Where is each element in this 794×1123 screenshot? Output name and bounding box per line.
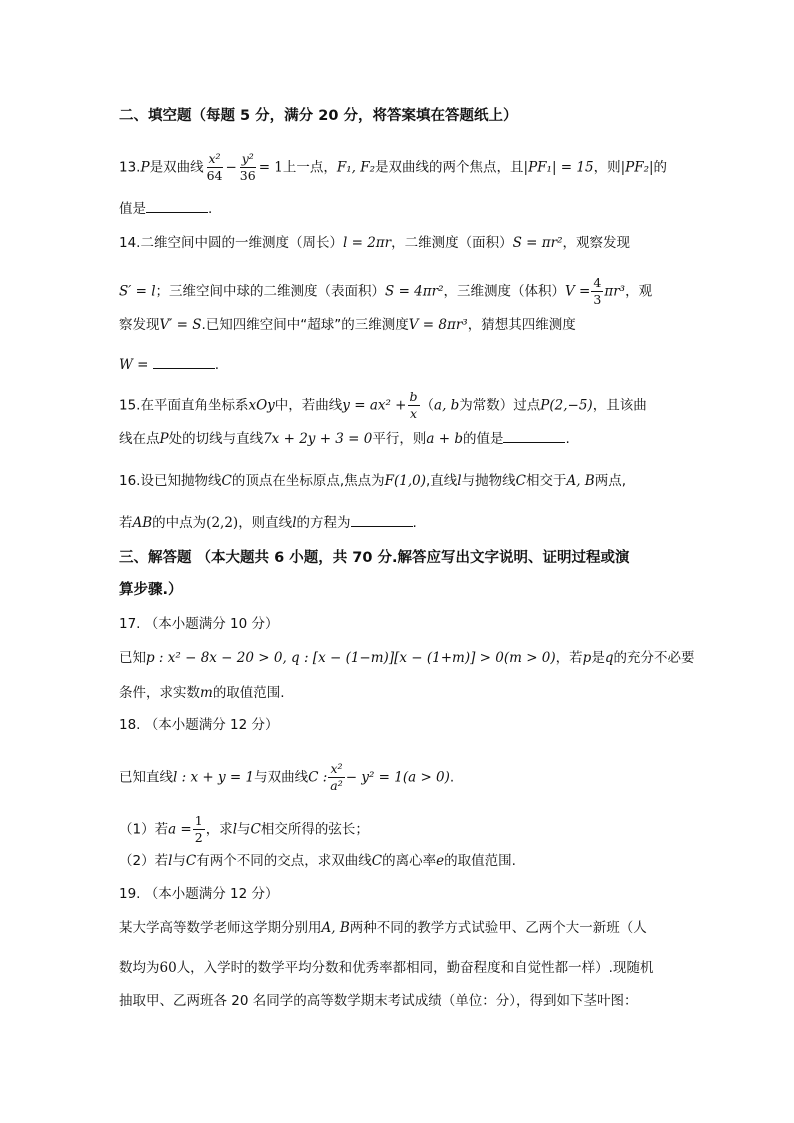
question-14-line-1 xyxy=(119,233,630,253)
answer-blank[interactable] xyxy=(153,354,215,369)
q17-text: 已知 xyxy=(119,650,146,666)
q16-text: 两点, xyxy=(594,473,627,489)
question-14-line-2 xyxy=(119,275,652,308)
q16-text: 的中点为 xyxy=(152,515,207,531)
period: . xyxy=(565,431,570,447)
question-14-line-3 xyxy=(119,315,576,335)
question-19-line-2 xyxy=(119,958,653,978)
q14-text: ，二维测度（面积） xyxy=(391,235,513,251)
fraction-x2-64: $\frac{\text{x²}}{64}$ xyxy=(206,151,223,183)
q13-text: 的 xyxy=(653,159,668,176)
q13-text: 是双曲线的两个焦点，且 xyxy=(375,159,524,176)
q13-text: 13. xyxy=(119,159,141,176)
q15-text: 中，若曲线 xyxy=(274,397,343,414)
question-15-line-1 xyxy=(119,389,647,422)
math-line-l: l : x + y = 1 xyxy=(173,769,255,786)
math-l: l xyxy=(232,821,238,838)
q18-text: 与双曲线 xyxy=(254,769,309,786)
math-C: C xyxy=(250,821,261,838)
math-V-rhs: πr³ xyxy=(604,283,626,300)
q18-text: 与 xyxy=(172,853,186,869)
section-3-heading: 三、解答题 （本大题共 6 小题，共 70 分.解答应写出文字说明、证明过程或演 xyxy=(119,550,630,566)
q15-text: ，且该曲 xyxy=(592,397,647,414)
q19-text: 某大学高等数学老师这学期分别用 xyxy=(119,920,322,936)
math-S-eq: S = πr² xyxy=(512,235,563,251)
q17-text: 条件，求实数 xyxy=(119,685,200,701)
math-V8-eq: V = 8πr³ xyxy=(408,317,468,333)
q14-text: 14.二维空间中圆的一维测度（周长） xyxy=(119,235,343,251)
question-13-line-1: 13.P是双曲线 $\frac{\text{x²}}{64}$ − $\frac{\text{y²}}{36}$ = 1上一点，F₁, F₂是双曲线的两个焦点，且|PF₁| = 15，则|PF₂|的 xyxy=(119,151,668,183)
question-17-line-1 xyxy=(119,648,694,668)
math-P: P xyxy=(159,431,169,447)
math-a-plus-b: a + b xyxy=(426,431,463,447)
q19-text: 两种不同的教学方式试验甲、乙两个大一新班（人 xyxy=(349,920,647,936)
period: . xyxy=(208,201,213,217)
math-Sprime-eq: S′ = l xyxy=(119,283,156,300)
math-l: l xyxy=(457,473,462,489)
q13-text: 值是 xyxy=(119,201,146,217)
q19-text: 人，入学时的数学平均分数和优秀率都相同，勤奋程度和自觉性都一样）.现随机 xyxy=(176,960,654,976)
q18-text: 有两个不同的交点，求双曲线 xyxy=(196,853,372,869)
q16-text: 若 xyxy=(119,515,133,531)
math-P-point: P(2,−5) xyxy=(540,397,593,414)
q17-text: ，若 xyxy=(555,650,583,666)
fraction-b-x: $\frac{b}{x}$ xyxy=(409,389,418,421)
q16-text: 相交于 xyxy=(525,473,567,489)
question-17-line-2 xyxy=(119,683,285,703)
section-2-heading: 二、填空题（每题 5 分，满分 20 分，将答案填在答题纸上） xyxy=(119,108,518,124)
q15-text: 线在点 xyxy=(119,431,160,447)
math-F1F2: F₁, F₂ xyxy=(336,159,376,176)
q16-text: 16.设已知抛物线 xyxy=(119,473,222,489)
q18-text: 与 xyxy=(237,821,251,838)
question-19-line-3: 抽取甲、乙两班各 20 名同学的高等数学期末考试成绩（单位：分），得到如下茎叶图： xyxy=(119,993,638,1009)
math-C: C xyxy=(185,853,197,869)
q18-text: 的离心率 xyxy=(382,853,437,869)
q15-text: （ xyxy=(420,397,435,414)
math-y-eq: y = ax² + xyxy=(342,397,407,414)
math-xOy: xOy xyxy=(248,397,275,414)
q14-text: ，观察发现 xyxy=(562,235,631,251)
math-AB-points: A, B xyxy=(566,473,595,489)
answer-blank[interactable] xyxy=(503,428,565,443)
math-PF2: |PF₂| xyxy=(620,159,654,176)
math-pq: p : x² − 8x − 20 > 0, q : [x − (1−m)][x − (1+m)] > 0(m > 0) xyxy=(146,650,556,666)
q14-text: ，观 xyxy=(625,283,653,300)
math-Vprime-eq: V′ = S xyxy=(159,317,202,333)
question-17-header: 17. （本小题满分 10 分） xyxy=(119,616,279,632)
q17-text: 是 xyxy=(591,650,605,666)
math-AB: AB xyxy=(132,515,153,531)
math-e: e xyxy=(436,853,445,869)
math-60: 60 xyxy=(159,960,177,976)
math-l: l xyxy=(292,515,297,531)
question-16-line-1 xyxy=(119,471,626,491)
math-midpoint: (2,2) xyxy=(206,515,239,531)
q13-text: 是双曲线 xyxy=(149,159,204,176)
math-q: q xyxy=(604,650,614,666)
math-C-lhs: C : xyxy=(308,769,328,786)
q17-text: 的取值范围. xyxy=(212,685,285,701)
q18-text: ，求 xyxy=(205,821,233,838)
math-l-eq: l = 2πr xyxy=(342,235,392,251)
q14-text: ，三维测度（体积） xyxy=(443,283,566,300)
math-l: l xyxy=(168,853,173,869)
q14-text: ；三维空间中球的二维测度（表面积） xyxy=(155,283,386,300)
q15-text: 平行，则 xyxy=(372,431,427,447)
math-eq1: = 1 xyxy=(258,159,283,176)
math-C-rhs: − y² = 1(a > 0) xyxy=(345,769,450,786)
q18-text: 相交所得的弦长； xyxy=(260,821,369,838)
q18-text: （2）若 xyxy=(119,853,169,869)
period: . xyxy=(449,769,455,786)
math-F-point: F(1,0) xyxy=(384,473,426,489)
q18-text: （1）若 xyxy=(119,821,169,838)
question-18-part-2 xyxy=(119,851,516,871)
math-V-lhs: V = xyxy=(565,283,591,300)
math-ab: a, b xyxy=(434,397,460,414)
q16-text: ，则直线 xyxy=(238,515,293,531)
question-19-line-1 xyxy=(119,918,647,938)
question-18-line-1 xyxy=(119,761,454,794)
question-14-line-4 xyxy=(119,354,219,375)
math-C: C xyxy=(221,473,232,489)
math-W-eq: W = xyxy=(119,357,149,373)
q14-text: .已知四维空间中“超球”的三维测度 xyxy=(201,317,409,333)
fraction-y2-36: $\frac{\text{y²}}{36}$ xyxy=(239,151,256,183)
q13-text: ，则 xyxy=(593,159,621,176)
answer-blank[interactable] xyxy=(146,198,208,213)
q15-text: 15.在平面直角坐标系 xyxy=(119,397,249,414)
math-AB: A, B xyxy=(321,920,350,936)
question-19-header: 19. （本小题满分 12 分） xyxy=(119,886,279,902)
q14-text: ，猜想其四维测度 xyxy=(467,317,576,333)
math-a-eq: a = xyxy=(168,821,192,838)
q18-text: 的取值范围. xyxy=(444,853,516,869)
q14-text: 察发现 xyxy=(119,317,160,333)
q19-text: 数均为 xyxy=(119,960,160,976)
q16-text: 的顶点在坐标原点,焦点为 xyxy=(231,473,385,489)
question-18-part-1 xyxy=(119,813,369,846)
q15-text: 处的切线与直线 xyxy=(168,431,264,447)
math-C: C xyxy=(515,473,526,489)
q16-text: ,直线 xyxy=(426,473,458,489)
math-S4-eq: S = 4πr² xyxy=(385,283,444,300)
question-16-line-2 xyxy=(119,512,417,533)
math-p: p xyxy=(582,650,592,666)
period: . xyxy=(412,515,417,531)
q18-text: 已知直线 xyxy=(119,769,173,786)
math-line-7x: 7x + 2y + 3 = 0 xyxy=(263,431,373,447)
question-13-line-2 xyxy=(119,198,212,219)
q15-text: 为常数）过点 xyxy=(459,397,541,414)
fraction-x2-a2: $\frac{\text{x²}}{\text{a²}}$ xyxy=(330,761,343,793)
q15-text: 的值是 xyxy=(462,431,504,447)
answer-blank[interactable] xyxy=(351,512,413,527)
q16-text: 的方程为 xyxy=(296,515,351,531)
math-m: m xyxy=(200,685,213,701)
math-P: P xyxy=(140,159,150,176)
period: . xyxy=(214,357,220,373)
question-15-line-2 xyxy=(119,428,570,449)
q16-text: 与抛物线 xyxy=(461,473,516,489)
fraction-1-2: $\frac{1}{2}$ xyxy=(194,813,203,845)
q13-text: 上一点， xyxy=(282,159,337,176)
question-18-header: 18. （本小题满分 12 分） xyxy=(119,717,279,733)
math-PF1: |PF₁| = 15 xyxy=(523,159,594,176)
section-3-heading-cont: 算步骤.） xyxy=(119,582,183,598)
q17-text: 的充分不必要 xyxy=(613,650,695,666)
math-C: C xyxy=(371,853,383,869)
fraction-4-3: $\frac{4}{3}$ xyxy=(593,275,602,307)
